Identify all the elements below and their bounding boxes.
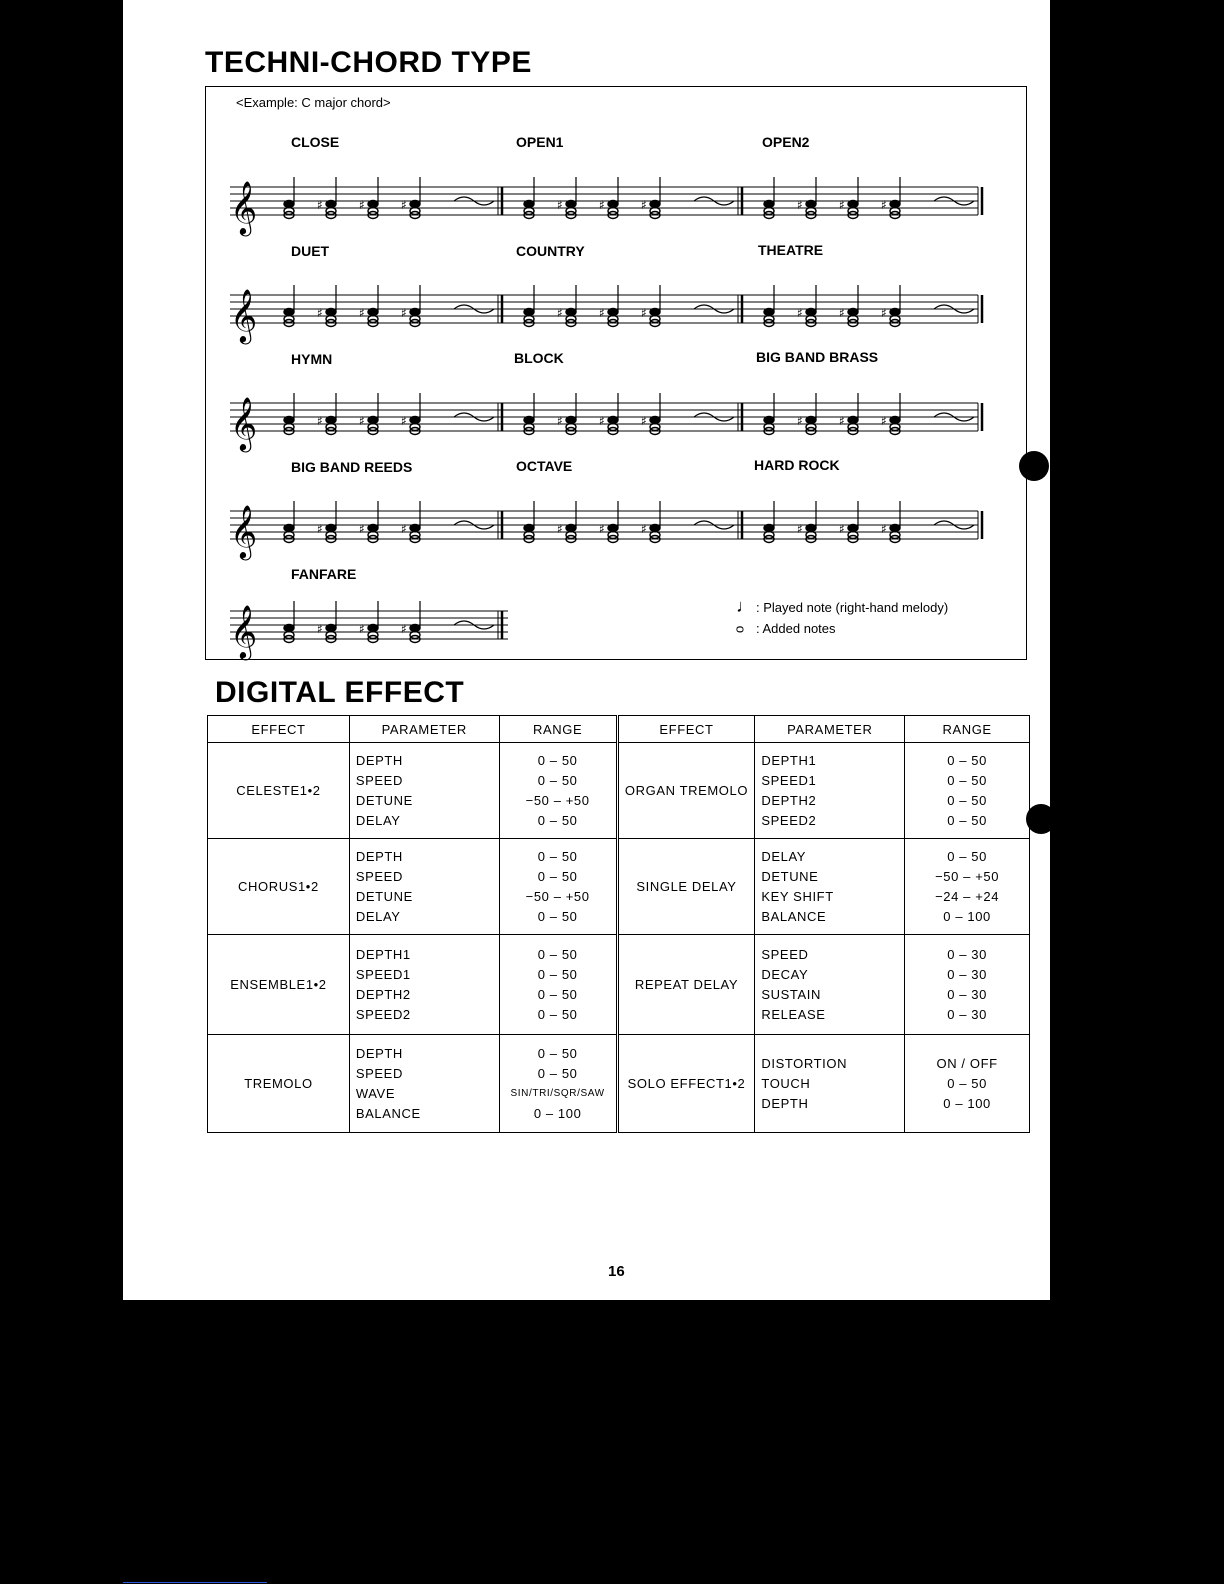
header-parameter-right: PARAMETER [755, 716, 905, 743]
parameter-name: WAVE [355, 1085, 396, 1101]
note-head-icon [608, 417, 618, 424]
parameter-name: SPEED [355, 868, 403, 884]
treble-clef-icon: 𝄞 [230, 288, 258, 342]
range-value: −50 – +50 [525, 792, 590, 808]
note-head-icon [326, 417, 336, 424]
sharp-icon: ♯ [557, 198, 563, 212]
note-head-icon [848, 525, 858, 532]
chord-label-big-band-reeds: BIG BAND REEDS [291, 459, 413, 475]
note-head-icon [764, 309, 774, 316]
note-head-icon [890, 309, 900, 316]
note-head-icon [650, 417, 660, 424]
note-head-icon [326, 625, 336, 632]
treble-clef-icon: 𝄞 [230, 504, 258, 558]
parameter-name: DEPTH [355, 848, 403, 864]
note-head-icon [410, 625, 420, 632]
note-head-icon [410, 417, 420, 424]
legend-played-text: : Played note (right-hand melody) [756, 600, 949, 615]
range-value: 0 – 50 [537, 772, 578, 788]
note-head-icon [410, 201, 420, 208]
parameter-list-right [755, 1035, 905, 1133]
sharp-icon: ♯ [839, 306, 845, 320]
note-head-icon [848, 417, 858, 424]
table-row [208, 743, 1030, 839]
parameter-name: DEPTH2 [355, 986, 411, 1002]
sharp-icon: ♯ [839, 522, 845, 536]
note-head-icon [524, 525, 534, 532]
range-value: SIN/TRI/SQR/SAW [510, 1087, 605, 1099]
sharp-icon: ♯ [881, 198, 887, 212]
range-value: 0 – 50 [947, 848, 987, 864]
range-list-left [499, 935, 617, 1035]
sharp-icon: ♯ [557, 522, 563, 536]
note-head-icon [368, 309, 378, 316]
note-head-icon [650, 309, 660, 316]
parameter-list-left [349, 935, 499, 1035]
range-value: 0 – 50 [537, 946, 578, 962]
parameter-name: DISTORTION [761, 1055, 848, 1071]
sharp-icon: ♯ [401, 622, 407, 636]
parameter-name: SPEED1 [355, 966, 411, 982]
binder-hole-icon [1019, 451, 1049, 481]
sharp-icon: ♯ [599, 198, 605, 212]
range-value: 0 – 50 [537, 868, 578, 884]
note-head-icon [284, 625, 294, 632]
parameter-name: DEPTH2 [761, 792, 817, 808]
sharp-icon: ♯ [599, 522, 605, 536]
note-head-icon [524, 201, 534, 208]
note-head-icon [608, 309, 618, 316]
treble-clef-icon: 𝄞 [230, 396, 258, 450]
sharp-icon: ♯ [317, 522, 323, 536]
range-value: 0 – 30 [947, 986, 987, 1002]
treble-clef-icon: 𝄞 [230, 180, 258, 234]
range-value: −50 – +50 [525, 888, 590, 904]
chord-label-duet: DUET [291, 243, 330, 259]
parameter-list-right [755, 743, 905, 839]
chord-label-country: COUNTRY [516, 243, 585, 259]
sharp-icon: ♯ [599, 414, 605, 428]
parameter-name: DETUNE [761, 868, 819, 884]
sharp-icon: ♯ [599, 306, 605, 320]
note-head-icon [650, 525, 660, 532]
note-head-icon [284, 525, 294, 532]
parameter-name: TOUCH [761, 1075, 811, 1091]
note-head-icon [764, 525, 774, 532]
effect-name-left: ENSEMBLE1•2 [208, 935, 350, 1035]
sharp-icon: ♯ [557, 306, 563, 320]
note-head-icon [368, 625, 378, 632]
note-head-icon [890, 525, 900, 532]
note-head-icon [368, 525, 378, 532]
note-head-icon [566, 525, 576, 532]
range-value: 0 – 50 [537, 986, 578, 1002]
range-value: 0 – 30 [947, 966, 987, 982]
note-head-icon [284, 201, 294, 208]
range-value: 0 – 50 [537, 752, 578, 768]
sharp-icon: ♯ [641, 306, 647, 320]
note-head-icon [608, 201, 618, 208]
parameter-name: DELAY [761, 848, 807, 864]
chord-label-hymn: HYMN [291, 351, 333, 367]
sharp-icon: ♯ [401, 306, 407, 320]
header-effect-right: EFFECT [617, 716, 755, 743]
range-list-left [499, 839, 617, 935]
range-value: 0 – 50 [947, 812, 987, 828]
parameter-name: SPEED1 [761, 772, 817, 788]
note-head-icon [806, 201, 816, 208]
note-head-icon [764, 201, 774, 208]
range-value: 0 – 50 [947, 792, 987, 808]
header-parameter-left: PARAMETER [349, 716, 499, 743]
parameter-name: BALANCE [355, 1105, 421, 1121]
note-head-icon [848, 309, 858, 316]
sharp-icon: ♯ [401, 414, 407, 428]
sharp-icon: ♯ [359, 522, 365, 536]
staff-row-5 [224, 583, 514, 663]
note-head-icon [566, 309, 576, 316]
note-head-icon [326, 309, 336, 316]
note-head-icon [524, 417, 534, 424]
parameter-name: DETUNE [355, 888, 413, 904]
sharp-icon: ♯ [797, 522, 803, 536]
range-value: 0 – 50 [537, 908, 578, 924]
legend-added-notes [736, 621, 836, 636]
scanned-sheet [123, 0, 1090, 1584]
note-head-icon [890, 417, 900, 424]
staff-row-1 [224, 159, 984, 239]
range-value: 0 – 30 [947, 946, 987, 962]
parameter-list-right [755, 935, 905, 1035]
sharp-icon: ♯ [641, 522, 647, 536]
parameter-name: DEPTH1 [761, 752, 817, 768]
note-head-icon [410, 525, 420, 532]
note-head-icon [410, 309, 420, 316]
range-value: 0 – 30 [947, 1006, 987, 1022]
sharp-icon: ♯ [881, 522, 887, 536]
effect-name-left: CHORUS1•2 [208, 839, 350, 935]
range-list-right [905, 1035, 1030, 1133]
header-range-right: RANGE [905, 716, 1030, 743]
range-value: ON / OFF [936, 1055, 998, 1071]
note-head-icon [764, 417, 774, 424]
parameter-name: DEPTH1 [355, 946, 411, 962]
sharp-icon: ♯ [797, 306, 803, 320]
parameter-name: DEPTH [355, 752, 403, 768]
range-list-left [499, 1035, 617, 1133]
treble-clef-icon: 𝄞 [230, 604, 258, 658]
scan-edge-line [123, 1582, 267, 1583]
range-list-right [905, 839, 1030, 935]
effect-name-right: SOLO EFFECT1•2 [617, 1035, 755, 1133]
chord-label-hard-rock: HARD ROCK [754, 457, 840, 473]
chord-label-fanfare: FANFARE [291, 566, 357, 582]
range-value: 0 – 50 [947, 752, 987, 768]
chord-label-block: BLOCK [514, 350, 564, 366]
effect-name-left: CELESTE1•2 [208, 743, 350, 839]
note-head-icon [284, 417, 294, 424]
range-value: 0 – 50 [537, 812, 578, 828]
staff-row-2 [224, 267, 984, 347]
note-head-icon [524, 309, 534, 316]
sharp-icon: ♯ [317, 622, 323, 636]
note-head-icon [650, 201, 660, 208]
note-head-icon [608, 525, 618, 532]
note-head-icon [806, 309, 816, 316]
parameter-name: RELEASE [761, 1006, 826, 1022]
techni-chord-title: TECHNI-CHORD TYPE [205, 46, 532, 79]
chord-label-octave: OCTAVE [516, 458, 573, 474]
parameter-name: BALANCE [761, 908, 827, 924]
effect-name-right: SINGLE DELAY [617, 839, 755, 935]
table-row [208, 935, 1030, 1035]
range-value: 0 – 50 [947, 1075, 987, 1091]
chord-label-big-band-brass: BIG BAND BRASS [756, 349, 879, 365]
table-header-row [208, 716, 1030, 743]
parameter-list-left [349, 839, 499, 935]
header-range-left: RANGE [499, 716, 617, 743]
quarter-note-icon: ♩ [736, 596, 754, 616]
range-value: 0 – 50 [537, 848, 578, 864]
chord-label-theatre: THEATRE [758, 242, 824, 258]
range-value: 0 – 50 [537, 1006, 578, 1022]
parameter-name: DETUNE [355, 792, 413, 808]
parameter-name: SPEED2 [761, 812, 817, 828]
range-value: 0 – 100 [943, 1095, 991, 1111]
range-value: 0 – 50 [537, 1065, 578, 1081]
staff-row-4 [224, 483, 984, 563]
note-head-icon [326, 525, 336, 532]
legend-added-text: : Added notes [756, 621, 836, 636]
sharp-icon: ♯ [797, 198, 803, 212]
sharp-icon: ♯ [317, 306, 323, 320]
range-list-right [905, 935, 1030, 1035]
parameter-name: SPEED [761, 946, 809, 962]
parameter-name: SPEED [355, 1065, 403, 1081]
sharp-icon: ♯ [797, 414, 803, 428]
chord-label-close: CLOSE [291, 134, 340, 150]
parameter-name: SUSTAIN [761, 986, 821, 1002]
digital-effect-title: DIGITAL EFFECT [215, 676, 465, 709]
sharp-icon: ♯ [839, 414, 845, 428]
sharp-icon: ♯ [359, 414, 365, 428]
range-value: 0 – 50 [947, 772, 987, 788]
note-head-icon [566, 201, 576, 208]
parameter-name: KEY SHIFT [761, 888, 834, 904]
sharp-icon: ♯ [881, 306, 887, 320]
sharp-icon: ♯ [641, 198, 647, 212]
parameter-name: DEPTH [355, 1045, 403, 1061]
note-head-icon [326, 201, 336, 208]
effect-name-left: TREMOLO [208, 1035, 350, 1133]
table-row [208, 839, 1030, 935]
note-head-icon [890, 201, 900, 208]
sharp-icon: ♯ [401, 198, 407, 212]
parameter-name: DECAY [761, 966, 809, 982]
note-head-icon [284, 309, 294, 316]
sharp-icon: ♯ [839, 198, 845, 212]
sharp-icon: ♯ [359, 306, 365, 320]
chord-examples-box [205, 86, 1027, 660]
sharp-icon: ♯ [317, 414, 323, 428]
parameter-name: SPEED [355, 772, 403, 788]
parameter-name: DELAY [355, 812, 401, 828]
note-head-icon [368, 417, 378, 424]
example-caption: <Example: C major chord> [236, 95, 391, 110]
effect-name-right: REPEAT DELAY [617, 935, 755, 1035]
parameter-name: DELAY [355, 908, 401, 924]
effect-name-right: ORGAN TREMOLO [617, 743, 755, 839]
note-head-icon [566, 417, 576, 424]
header-effect-left: EFFECT [208, 716, 350, 743]
chord-label-open1: OPEN1 [516, 134, 564, 150]
manual-page [123, 0, 1050, 1300]
digital-effect-table [207, 715, 1030, 1133]
range-list-right [905, 743, 1030, 839]
range-value: 0 – 100 [943, 908, 991, 924]
parameter-name: DEPTH [761, 1095, 809, 1111]
parameter-list-left [349, 1035, 499, 1133]
sharp-icon: ♯ [401, 522, 407, 536]
note-head-icon [368, 201, 378, 208]
sharp-icon: ♯ [557, 414, 563, 428]
parameter-name: SPEED2 [355, 1006, 411, 1022]
range-value: 0 – 50 [537, 966, 578, 982]
parameter-list-left [349, 743, 499, 839]
legend-played-note [736, 596, 948, 617]
whole-note-icon: ᴑ [736, 621, 744, 636]
range-value: −24 – +24 [935, 888, 1000, 904]
table-row [208, 1035, 1030, 1133]
sharp-icon: ♯ [317, 198, 323, 212]
sharp-icon: ♯ [641, 414, 647, 428]
sharp-icon: ♯ [359, 622, 365, 636]
range-value: −50 – +50 [935, 868, 1000, 884]
chord-label-open2: OPEN2 [762, 134, 810, 150]
note-head-icon [806, 525, 816, 532]
sharp-icon: ♯ [881, 414, 887, 428]
binder-hole-icon [1026, 804, 1056, 834]
note-head-icon [806, 417, 816, 424]
range-value: 0 – 50 [537, 1045, 578, 1061]
sharp-icon: ♯ [359, 198, 365, 212]
parameter-list-right [755, 839, 905, 935]
note-head-icon [848, 201, 858, 208]
staff-row-3 [224, 375, 984, 455]
range-list-left [499, 743, 617, 839]
scan-margin [123, 1300, 152, 1584]
range-value: 0 – 100 [533, 1105, 582, 1121]
page-number: 16 [608, 1263, 625, 1280]
